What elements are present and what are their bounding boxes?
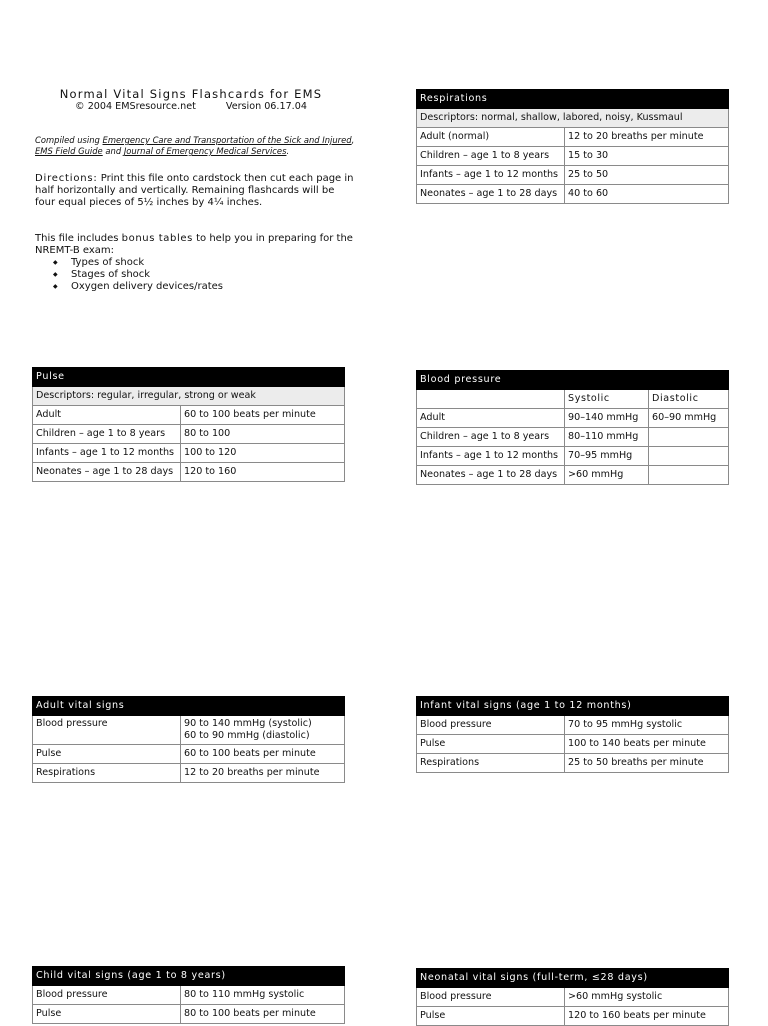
neonatal-vitals-header: Neonatal vital signs (full-term, ≤28 days) bbox=[417, 969, 729, 988]
pulse-table bbox=[32, 367, 345, 482]
adult-vitals-table bbox=[32, 696, 345, 783]
diastolic-value bbox=[649, 428, 729, 447]
directions bbox=[35, 173, 355, 209]
diastolic-value bbox=[649, 447, 729, 466]
adult-vitals-header: Adult vital signs bbox=[33, 697, 345, 716]
row-label: Adult (normal) bbox=[417, 128, 565, 147]
bonus-list bbox=[35, 257, 355, 293]
source-link-emergency-care[interactable]: Emergency Care and Transportation of the Sick and Injured bbox=[102, 135, 352, 145]
row-value: 25 to 50 bbox=[565, 166, 729, 185]
table-row bbox=[417, 716, 729, 735]
systolic-column-header: Systolic bbox=[565, 390, 649, 409]
row-value: 80 to 100 bbox=[181, 425, 345, 444]
table-row bbox=[417, 1007, 729, 1026]
row-value: 12 to 20 breaths per minute bbox=[565, 128, 729, 147]
list-item: ◆ Oxygen delivery devices/rates bbox=[53, 281, 355, 293]
empty-cell bbox=[417, 390, 565, 409]
source-link-field-guide[interactable]: EMS Field Guide bbox=[35, 146, 103, 156]
table-row bbox=[417, 466, 729, 485]
table-row bbox=[33, 764, 345, 783]
row-label: Neonates – age 1 to 28 days bbox=[33, 463, 181, 482]
subtitle-line bbox=[27, 101, 355, 113]
table-row bbox=[33, 986, 345, 1005]
row-label: Neonates – age 1 to 28 days bbox=[417, 466, 565, 485]
row-label: Children – age 1 to 8 years bbox=[417, 147, 565, 166]
row-label: Blood pressure bbox=[417, 716, 565, 735]
row-label: Infants – age 1 to 12 months bbox=[417, 166, 565, 185]
row-value: 40 to 60 bbox=[565, 185, 729, 204]
blood-pressure-table bbox=[416, 370, 729, 485]
diastolic-value bbox=[649, 466, 729, 485]
row-label: Blood pressure bbox=[33, 716, 181, 745]
row-label: Pulse bbox=[417, 1007, 565, 1026]
row-value: 15 to 30 bbox=[565, 147, 729, 166]
row-label: Adult bbox=[417, 409, 565, 428]
row-value: 100 to 120 bbox=[181, 444, 345, 463]
table-row bbox=[417, 754, 729, 773]
bonus-suffix: to help you in preparing for the NREMT-B exam: bbox=[35, 233, 353, 256]
table-row bbox=[417, 147, 729, 166]
neonatal-vitals-table bbox=[416, 968, 729, 1026]
row-value: 120 to 160 beats per minute bbox=[565, 1007, 729, 1026]
table-row bbox=[33, 406, 345, 425]
row-value: 60 to 100 beats per minute bbox=[181, 745, 345, 764]
table-row bbox=[417, 988, 729, 1007]
row-value: >60 mmHg systolic bbox=[565, 988, 729, 1007]
systolic-value: >60 mmHg bbox=[565, 466, 649, 485]
row-label: Infants – age 1 to 12 months bbox=[417, 447, 565, 466]
table-row bbox=[417, 128, 729, 147]
table-row bbox=[33, 716, 345, 745]
row-label: Adult bbox=[33, 406, 181, 425]
table-row bbox=[33, 444, 345, 463]
compiled-and: and bbox=[105, 146, 122, 156]
row-value: 100 to 140 beats per minute bbox=[565, 735, 729, 754]
bonus-prefix: This file includes bbox=[35, 233, 119, 244]
copyright-text: © 2004 EMSresource.net bbox=[75, 101, 196, 112]
column-header-row bbox=[417, 390, 729, 409]
row-value bbox=[181, 716, 345, 745]
infant-vitals-table bbox=[416, 696, 729, 773]
row-label: Children – age 1 to 8 years bbox=[33, 425, 181, 444]
child-vitals-header: Child vital signs (age 1 to 8 years) bbox=[33, 967, 345, 986]
row-value: 12 to 20 breaths per minute bbox=[181, 764, 345, 783]
intro-block bbox=[35, 88, 355, 293]
table-row bbox=[33, 1005, 345, 1024]
row-value: 120 to 160 bbox=[181, 463, 345, 482]
systolic-value: 90–140 mmHg bbox=[565, 409, 649, 428]
row-label: Respirations bbox=[33, 764, 181, 783]
diastolic-value: 60–90 mmHg bbox=[649, 409, 729, 428]
blood-pressure-header: Blood pressure bbox=[417, 371, 729, 390]
source-link-jems[interactable]: Journal of Emergency Medical Services bbox=[123, 146, 287, 156]
table-row bbox=[417, 735, 729, 754]
list-item: ◆ Types of shock bbox=[53, 257, 355, 269]
table-row bbox=[33, 425, 345, 444]
child-vitals-table bbox=[32, 966, 345, 1024]
directions-text: Print this file onto cardstock then cut each page in half horizontally and vertically. Remaining flashcards will be four equal pieces of 5½ inches by 4¼ inches. bbox=[35, 173, 354, 208]
row-label: Blood pressure bbox=[33, 986, 181, 1005]
row-label: Pulse bbox=[33, 745, 181, 764]
respirations-descriptors: Descriptors: normal, shallow, labored, noisy, Kussmaul bbox=[417, 109, 729, 128]
row-label: Neonates – age 1 to 28 days bbox=[417, 185, 565, 204]
infant-vitals-header: Infant vital signs (age 1 to 12 months) bbox=[417, 697, 729, 716]
pulse-descriptors: Descriptors: regular, irregular, strong or weak bbox=[33, 387, 345, 406]
respirations-header: Respirations bbox=[417, 90, 729, 109]
diastolic-column-header: Diastolic bbox=[649, 390, 729, 409]
row-value: 25 to 50 breaths per minute bbox=[565, 754, 729, 773]
row-value: 80 to 110 mmHg systolic bbox=[181, 986, 345, 1005]
row-label: Children – age 1 to 8 years bbox=[417, 428, 565, 447]
row-label: Pulse bbox=[33, 1005, 181, 1024]
row-label: Infants – age 1 to 12 months bbox=[33, 444, 181, 463]
systolic-value: 80–110 mmHg bbox=[565, 428, 649, 447]
table-row bbox=[417, 166, 729, 185]
bp-diastolic: 60 to 90 mmHg (diastolic) bbox=[184, 730, 310, 741]
table-row bbox=[33, 463, 345, 482]
row-value: 60 to 100 beats per minute bbox=[181, 406, 345, 425]
table-row bbox=[417, 428, 729, 447]
bp-systolic: 90 to 140 mmHg (systolic) bbox=[184, 718, 312, 729]
row-value: 80 to 100 beats per minute bbox=[181, 1005, 345, 1024]
respirations-table bbox=[416, 89, 729, 204]
row-label: Blood pressure bbox=[417, 988, 565, 1007]
row-label: Pulse bbox=[417, 735, 565, 754]
row-value: 70 to 95 mmHg systolic bbox=[565, 716, 729, 735]
compiled-prefix: Compiled using bbox=[35, 135, 100, 145]
table-row bbox=[417, 447, 729, 466]
directions-label: Directions: bbox=[35, 173, 98, 184]
bonus-note bbox=[35, 233, 355, 257]
version-text: Version 06.17.04 bbox=[225, 101, 307, 112]
table-row bbox=[33, 745, 345, 764]
list-item: ◆ Stages of shock bbox=[53, 269, 355, 281]
compiled-note: Compiled using Emergency Care and Transportation of the Sick and Injured, EMS Field Guide and Journal of Emergency Medical Services. bbox=[35, 135, 355, 156]
pulse-header: Pulse bbox=[33, 368, 345, 387]
table-row bbox=[417, 185, 729, 204]
row-label: Respirations bbox=[417, 754, 565, 773]
bonus-bold: bonus tables bbox=[121, 233, 193, 244]
systolic-value: 70–95 mmHg bbox=[565, 447, 649, 466]
table-row bbox=[417, 409, 729, 428]
page-title: Normal Vital Signs Flashcards for EMS bbox=[59, 87, 323, 101]
